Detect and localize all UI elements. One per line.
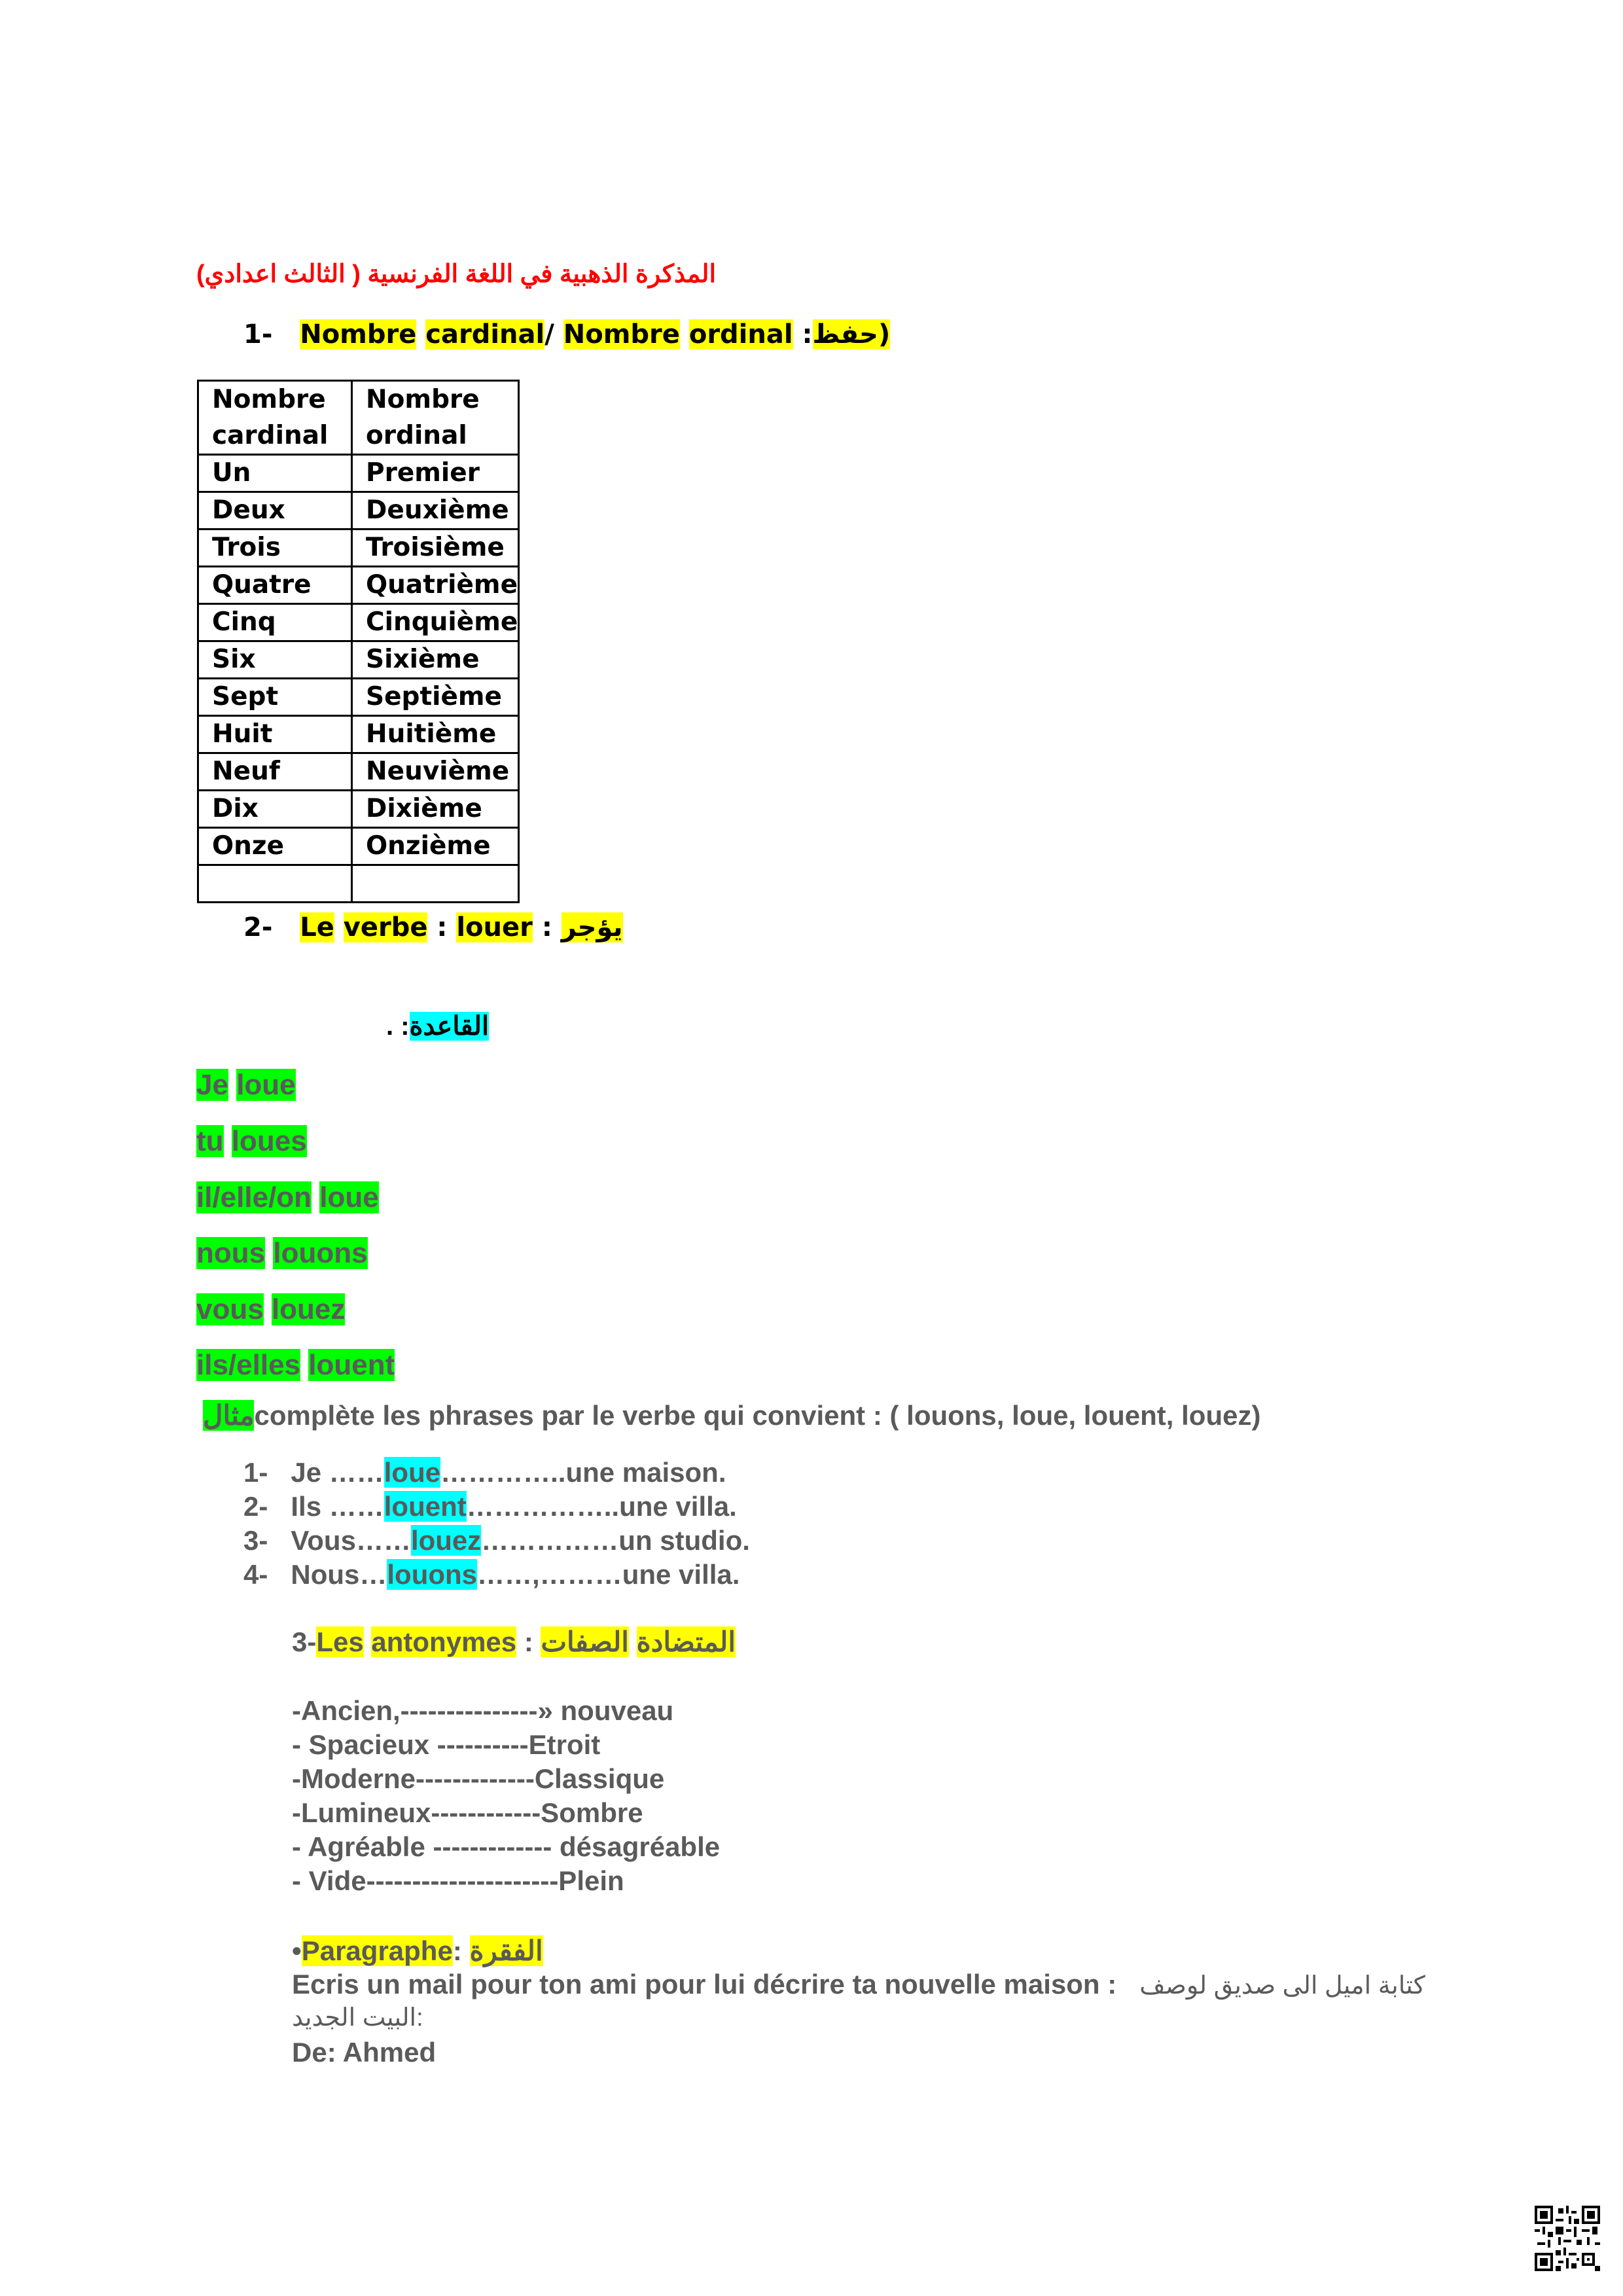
table-cell: Huitième xyxy=(352,716,519,753)
table-cell: Troisième xyxy=(352,529,519,567)
rule-arabic: القاعدة xyxy=(409,1012,490,1041)
header-ordinal: Nombre ordinal xyxy=(352,381,519,455)
item-post: ……………..une villa. xyxy=(466,1491,737,1522)
table-row xyxy=(198,828,519,865)
item-answer: louent xyxy=(383,1491,467,1522)
section2-colon-2: : xyxy=(541,912,552,942)
table-cell: Cinq xyxy=(198,604,352,641)
conjugation-line xyxy=(196,1181,379,1214)
table-cell: Neuvième xyxy=(352,753,519,791)
table-cell: Deuxième xyxy=(352,492,519,529)
header-cardinal: Nombre cardinal xyxy=(198,381,352,455)
mail-from: De: Ahmed xyxy=(292,2037,437,2068)
table-header-row xyxy=(198,381,519,455)
section1-colon: : xyxy=(802,319,813,350)
item-answer: louez xyxy=(410,1525,482,1556)
section2-arabic: يؤجر xyxy=(561,912,623,942)
section2-louer: louer xyxy=(456,912,533,942)
section3-arabic-2: الصفات xyxy=(541,1626,629,1657)
item-number: 3- xyxy=(243,1525,268,1556)
numbers-table xyxy=(197,380,520,903)
verb-form: loue xyxy=(236,1069,296,1101)
page-title: المذكرة الذهبية في اللغة الفرنسية ( الثالث اعدادي) xyxy=(196,260,717,288)
table-row xyxy=(198,791,519,828)
section1-number: 1- xyxy=(243,319,273,350)
section3-number: 3- xyxy=(292,1626,317,1657)
table-cell: Deux xyxy=(198,492,352,529)
item-pre: Ils …… xyxy=(291,1491,384,1522)
item-answer: loue xyxy=(383,1457,441,1488)
verb-form: loue xyxy=(319,1181,379,1213)
item-number: 2- xyxy=(243,1491,268,1522)
pronoun: nous xyxy=(196,1237,266,1269)
table-cell: Quatre xyxy=(198,567,352,604)
table-cell: Premier xyxy=(352,455,519,492)
rule-heading xyxy=(386,1011,489,1041)
prompt-arabic: كتابة اميل الى صديق لوصف xyxy=(1139,1972,1425,2000)
antonym-line: - Agréable ------------- désagréable xyxy=(292,1831,721,1862)
section2-verbe: verbe xyxy=(343,912,428,942)
item-post: ……………un studio. xyxy=(481,1525,750,1556)
section2-colon: : xyxy=(437,912,448,942)
example-arabic: مثال xyxy=(203,1400,255,1431)
section3-heading xyxy=(292,1626,736,1658)
table-cell: Neuf xyxy=(198,753,352,791)
table-cell: Sept xyxy=(198,679,352,716)
verb-form: louent xyxy=(308,1349,395,1381)
paragraphe-label: Paragraphe xyxy=(301,1935,453,1966)
table-cell: Un xyxy=(198,455,352,492)
conjugation-line xyxy=(196,1293,345,1326)
section2-number: 2- xyxy=(243,912,273,942)
verb-form: louez xyxy=(271,1293,346,1325)
table-cell xyxy=(198,865,352,903)
table-row xyxy=(198,604,519,641)
conjugation-line xyxy=(196,1069,296,1102)
verb-form: louons xyxy=(273,1237,368,1269)
section1-cardinal: cardinal xyxy=(425,319,545,350)
example-item xyxy=(243,1525,750,1556)
table-cell: Quatrième xyxy=(352,567,519,604)
paragraphe-heading xyxy=(292,1935,543,1967)
table-cell: Onzième xyxy=(352,828,519,865)
prompt-arabic-2: البيت الجديد: xyxy=(292,2004,423,2032)
table-row xyxy=(198,492,519,529)
table-cell: Huit xyxy=(198,716,352,753)
table-row xyxy=(198,753,519,791)
antonym-line: -Ancien,---------------» nouveau xyxy=(292,1695,674,1726)
item-pre: Nous… xyxy=(291,1559,387,1590)
table-cell: Cinquième xyxy=(352,604,519,641)
section1-nombre: Nombre xyxy=(300,319,417,350)
section3-les: Les xyxy=(316,1626,364,1657)
antonym-line: - Vide---------------------Plein xyxy=(292,1865,624,1896)
item-pre: Vous…… xyxy=(291,1525,411,1556)
table-cell: Septième xyxy=(352,679,519,716)
antonym-line: -Lumineux------------Sombre xyxy=(292,1797,643,1828)
item-post: …………..une maison. xyxy=(440,1457,726,1488)
pronoun: il/elle/on xyxy=(196,1181,312,1213)
section2-heading xyxy=(243,912,623,942)
example-text: complète les phrases par le verbe qui convient : ( louons, loue, louent, louez) xyxy=(254,1400,1261,1431)
section2-le: Le xyxy=(300,912,334,942)
pronoun: tu xyxy=(196,1125,224,1157)
paragraphe-prompt xyxy=(292,1969,1425,2000)
section1-separator: / xyxy=(544,319,554,350)
paragraphe-arabic: الفقرة xyxy=(469,1935,543,1966)
table-row xyxy=(198,716,519,753)
pronoun: vous xyxy=(196,1293,264,1325)
table-row xyxy=(198,865,519,903)
conjugation-line xyxy=(196,1349,395,1382)
section3-antonymes: antonymes xyxy=(371,1626,517,1657)
antonym-line: -Moderne-------------Classique xyxy=(292,1763,665,1794)
table-cell: Dixième xyxy=(352,791,519,828)
verb-form: loues xyxy=(231,1125,307,1157)
example-item xyxy=(243,1491,737,1522)
pronoun: Je xyxy=(196,1069,228,1101)
item-post: ……,………une villa. xyxy=(477,1559,740,1590)
table-cell: Trois xyxy=(198,529,352,567)
section1-ordinal: ordinal xyxy=(688,319,793,350)
section1-nombre-2: Nombre xyxy=(563,319,680,350)
pronoun: ils/elles xyxy=(196,1349,301,1381)
conjugation-line xyxy=(196,1125,307,1158)
example-item xyxy=(243,1559,740,1590)
table-row xyxy=(198,455,519,492)
example-instruction xyxy=(203,1399,1260,1431)
section1-arabic: (حفظ xyxy=(812,319,891,350)
table-cell: Onze xyxy=(198,828,352,865)
table-row xyxy=(198,567,519,604)
rule-suffix: . : xyxy=(386,1012,410,1041)
item-answer: louons xyxy=(387,1559,478,1590)
bullet: • xyxy=(292,1935,302,1966)
antonym-line: - Spacieux ----------Etroit xyxy=(292,1729,601,1760)
item-number: 1- xyxy=(243,1457,268,1488)
table-row xyxy=(198,529,519,567)
conjugation-line xyxy=(196,1237,368,1270)
table-cell: Sixième xyxy=(352,641,519,679)
paragraphe-colon: : xyxy=(452,1935,462,1966)
qr-code-icon xyxy=(1535,2206,1600,2271)
table-cell: Dix xyxy=(198,791,352,828)
item-pre: Je …… xyxy=(291,1457,384,1488)
table-row xyxy=(198,679,519,716)
table-row xyxy=(198,641,519,679)
section1-heading xyxy=(243,319,890,350)
section3-arabic-1: المتضادة xyxy=(636,1626,736,1657)
section3-colon: : xyxy=(524,1626,533,1657)
example-item xyxy=(243,1457,726,1488)
prompt-text: Ecris un mail pour ton ami pour lui décrire ta nouvelle maison : xyxy=(292,1969,1117,2000)
table-cell: Six xyxy=(198,641,352,679)
item-number: 4- xyxy=(243,1559,268,1590)
table-cell xyxy=(352,865,519,903)
